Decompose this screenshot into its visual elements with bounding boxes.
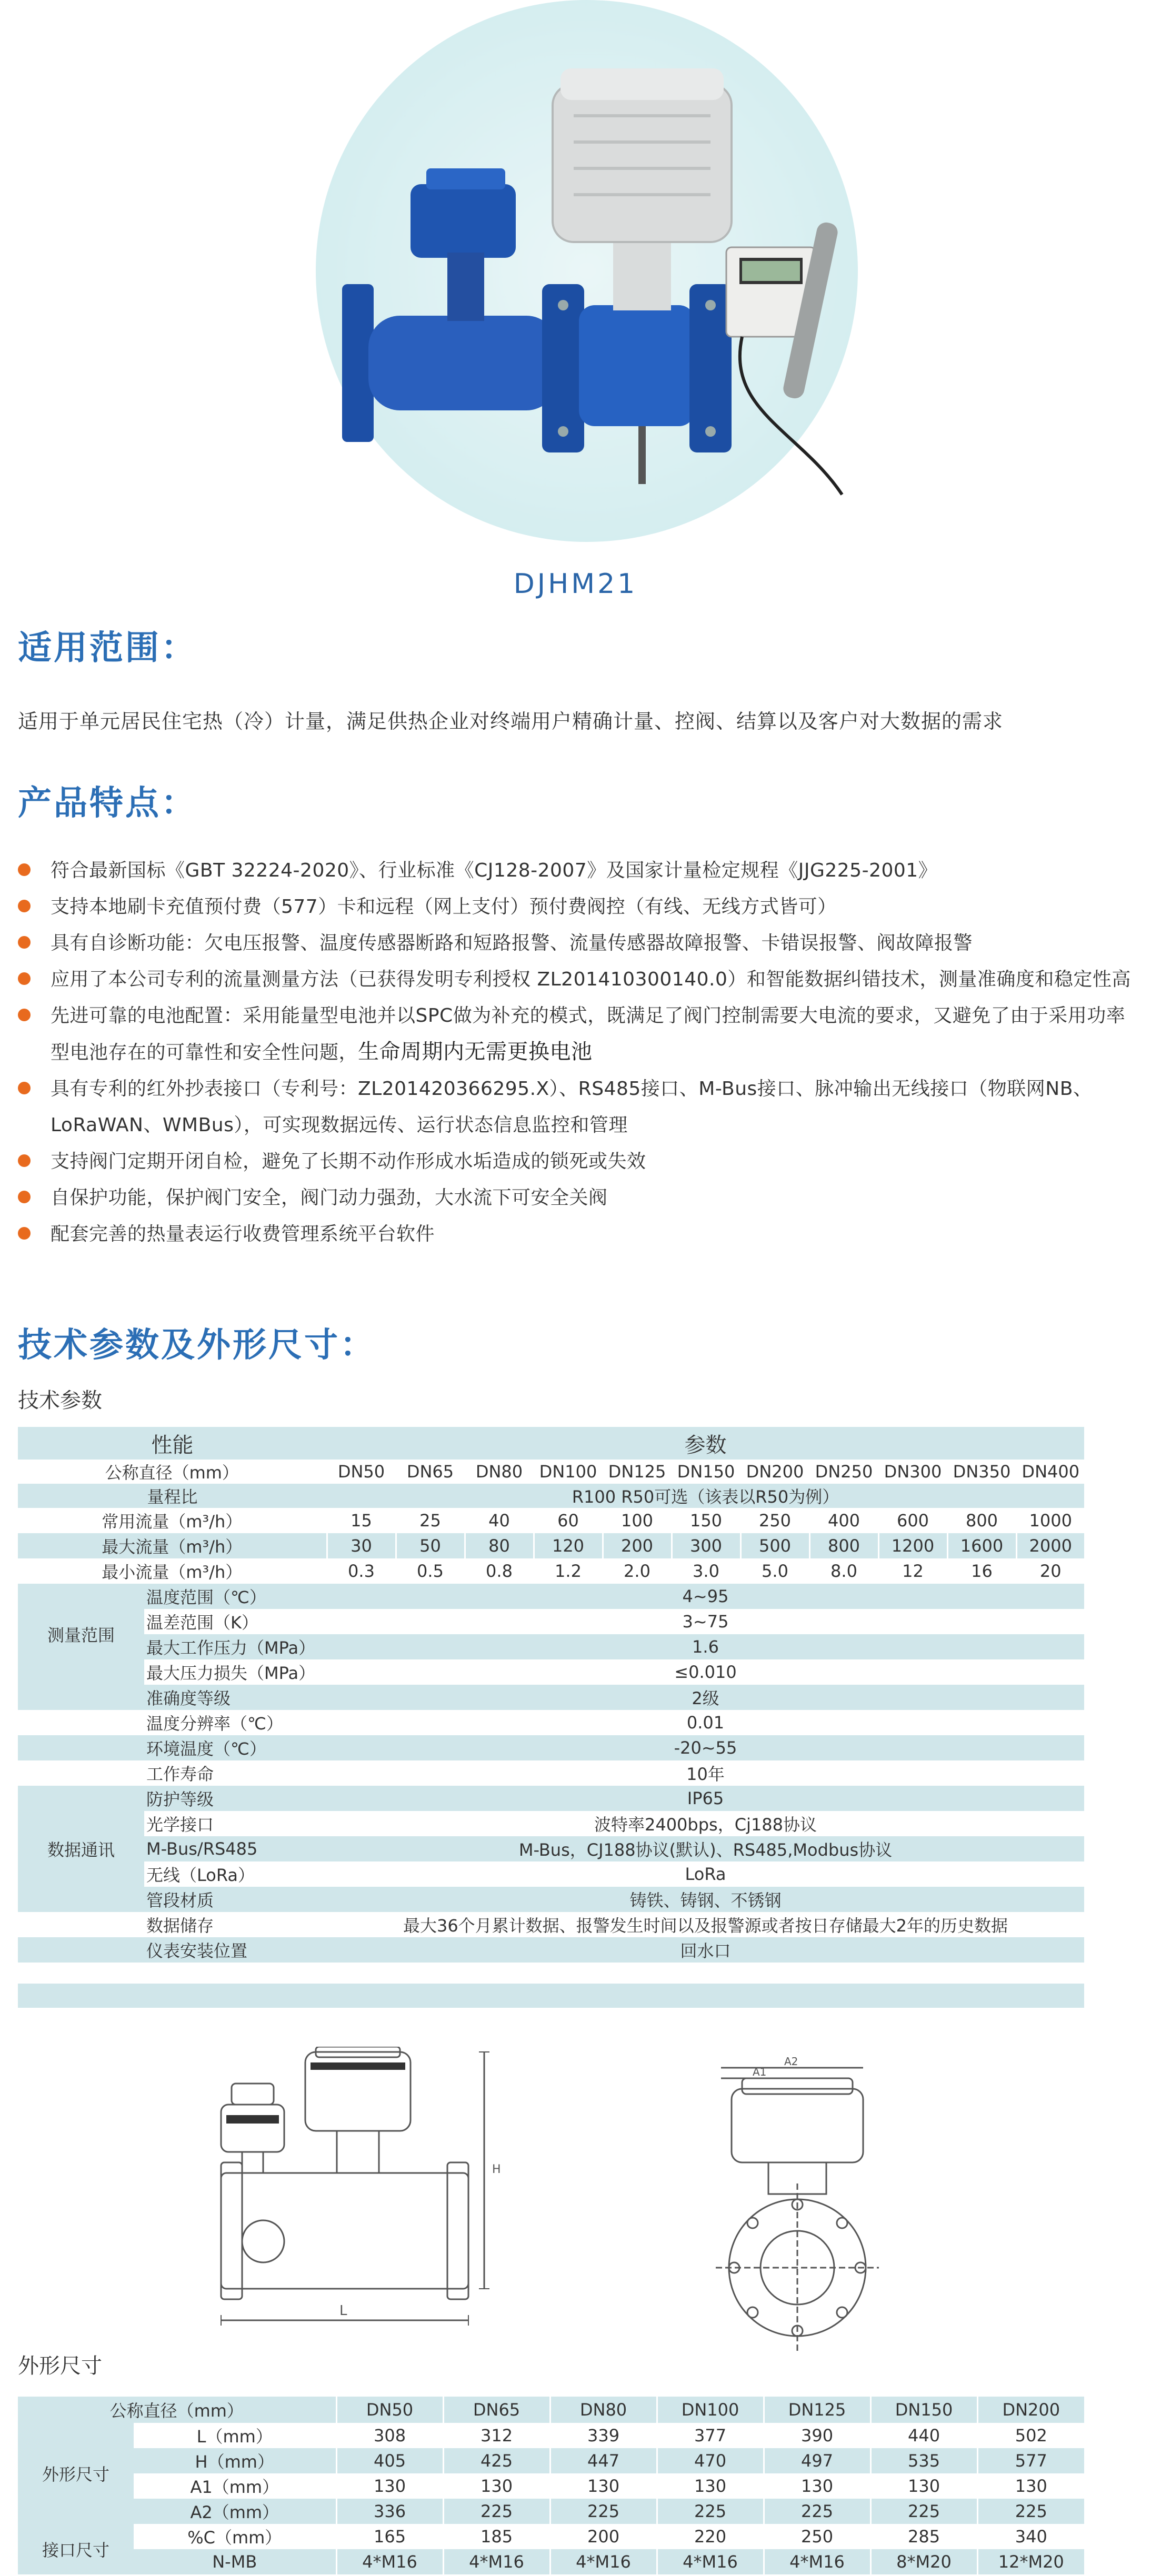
table-row: 数据通讯 光学接口 波特率2400bps，Cj188协议: [18, 1811, 1084, 1836]
feature-item: 具有专利的红外抄表接口（专利号：ZL201420366295.X）、RS485接口、M-Bus接口、脉冲输出无线接口（物联网NB、LoRaWAN、WMBus），可实现数据远传、运行状态信息监控和管理: [18, 1071, 1134, 1143]
group-interface: 接口尺寸: [18, 2524, 134, 2574]
dimension-l-label: L: [339, 2303, 347, 2319]
bullet-icon: [18, 1009, 31, 1021]
table-row: M-Bus/RS485 M-Bus，CJ188协议(默认)、RS485,Modbus协议: [18, 1836, 1084, 1861]
table-row: N-MB 4*M16 4*M16 4*M16 4*M16 4*M16 8*M20 12*M20: [18, 2549, 1084, 2574]
bullet-icon: [18, 1227, 31, 1240]
bullet-icon: [18, 1154, 31, 1167]
table-row: 测量范围 温度范围（℃） 4~95: [18, 1584, 1084, 1609]
group-measurement: 测量范围: [18, 1584, 144, 1685]
dimension-h-label: H: [492, 2163, 501, 2176]
table-row: 数据储存 最大36个月累计数据、报警发生时间以及报警源或者按日存储最大2年的历史数据: [18, 1912, 1084, 1937]
table-row: 公称直径（mm） DN50 DN65 DN80 DN100 DN125 DN150 DN200 DN250 DN300 DN350 DN400: [18, 1460, 1084, 1484]
end-view-drawing: [710, 2057, 937, 2352]
dimension-a2-label: A2: [784, 2057, 798, 2068]
table-row: 工作寿命 10年: [18, 1760, 1084, 1786]
feature-item: 自保护功能，保护阀门安全，阀门动力强劲，大水流下可安全关阀: [18, 1180, 1134, 1216]
table-row: 准确度等级 2级: [18, 1685, 1084, 1710]
table-row: 环境温度（℃） -20~55: [18, 1735, 1084, 1760]
table-row: 常用流量（m³/h） 15 25 40 60 100 150 250 400 600 800 1000: [18, 1508, 1084, 1533]
table-row: 最大压力损失（MPa） ≤0.010: [18, 1659, 1084, 1685]
bullet-icon: [18, 1082, 31, 1094]
feature-item: 先进可靠的电池配置：采用能量型电池并以SPC做为补充的模式，既满足了阀门控制需要大电流的要求，又避免了由于采用功率型电池存在的可靠性和安全性问题，生命周期内无需更换电池: [18, 998, 1134, 1071]
table-row: A1（mm） 130 130 130 130 130 130 130: [18, 2473, 1084, 2499]
table-row: 外形尺寸 L（mm） 308 312 339 377 390 440 502: [18, 2423, 1084, 2448]
dimension-a1-label: A1: [753, 2066, 767, 2078]
table-row: [18, 1427, 1084, 1460]
bullet-icon: [18, 936, 31, 949]
product-photo: [326, 11, 853, 516]
table-row: [18, 1963, 1084, 1984]
feature-emphasis: 生命周期内无需更换电池: [358, 1040, 593, 1064]
table-row: 公称直径（mm） DN50 DN65 DN80 DN100 DN125 DN150 DN200: [18, 2397, 1084, 2423]
feature-item: 符合最新国标《GBT 32224-2020》、行业标准《CJ128-2007》及国家计量检定规程《JJG225-2001》: [18, 852, 1134, 889]
table-row: 量程比 R100 R50可选（该表以R50为例）: [18, 1484, 1084, 1508]
bullet-icon: [18, 900, 31, 912]
features-title: 产品特点：: [18, 784, 197, 823]
feature-item: 支持阀门定期开闭自检，避免了长期不动作形成水垢造成的锁死或失效: [18, 1143, 1134, 1180]
tech-params-table: [18, 1427, 1084, 2008]
table-row: 温度分辨率（℃） 0.01: [18, 1710, 1084, 1735]
table-row: 无线（LoRa） LoRa: [18, 1861, 1084, 1887]
header-perf: 性能: [18, 1427, 327, 1460]
scope-title: 适用范围：: [18, 629, 197, 668]
feature-item: 应用了本公司专利的流量测量方法（已获得发明专利授权 ZL201410300140.0）和智能数据纠错技术，测量准确度和稳定性高: [18, 961, 1134, 998]
tech-params-label: 技术参数: [18, 1388, 102, 1413]
dimensions-table: [18, 2397, 1084, 2574]
bullet-icon: [18, 1191, 31, 1203]
features-list: [18, 852, 1134, 1252]
product-model-label: DJHM21: [513, 568, 638, 600]
scope-text: 适用于单元居民住宅热（冷）计量，满足供热企业对终端用户精确计量、控阀、结算以及客户对大数据的需求: [18, 710, 1004, 733]
feature-item: 支持本地刷卡充值预付费（577）卡和远程（网上支付）预付费阀控（有线、无线方式皆可）: [18, 889, 1134, 925]
table-row: 温差范围（K） 3~75: [18, 1609, 1084, 1634]
side-view-drawing: [200, 2047, 516, 2341]
table-row: 接口尺寸 %C（mm） 165 185 200 220 250 285 340: [18, 2524, 1084, 2549]
table-row: [18, 1984, 1084, 2008]
table-row: A2（mm） 336 225 225 225 225 225 225: [18, 2499, 1084, 2524]
table-row: 最小流量（m³/h） 0.3 0.5 0.8 1.2 2.0 3.0 5.0 8.0 12 16 20: [18, 1558, 1084, 1584]
header-params: 参数: [327, 1427, 1084, 1460]
table-row: 防护等级 IP65: [18, 1786, 1084, 1811]
feature-item: 配套完善的热量表运行收费管理系统平台软件: [18, 1216, 1134, 1252]
group-comm: 数据通讯: [18, 1811, 144, 1887]
table-row: 最大流量（m³/h） 30 50 80 120 200 300 500 800 1200 1600 2000: [18, 1533, 1084, 1558]
bullet-icon: [18, 863, 31, 876]
table-row: 仪表安装位置 回水口: [18, 1937, 1084, 1963]
table-row: 最大工作压力（MPa） 1.6: [18, 1634, 1084, 1659]
feature-item: 具有自诊断功能：欠电压报警、温度传感器断路和短路报警、流量传感器故障报警、卡错误报警、阀故障报警: [18, 925, 1134, 961]
table-row: H（mm） 405 425 447 470 497 535 577: [18, 2448, 1084, 2473]
bullet-icon: [18, 972, 31, 985]
table-row: 管段材质 铸铁、铸钢、不锈钢: [18, 1887, 1084, 1912]
group-outline: 外形尺寸: [18, 2423, 134, 2524]
tech-title: 技术参数及外形尺寸：: [18, 1326, 376, 1365]
dims-label: 外形尺寸: [18, 2354, 102, 2378]
